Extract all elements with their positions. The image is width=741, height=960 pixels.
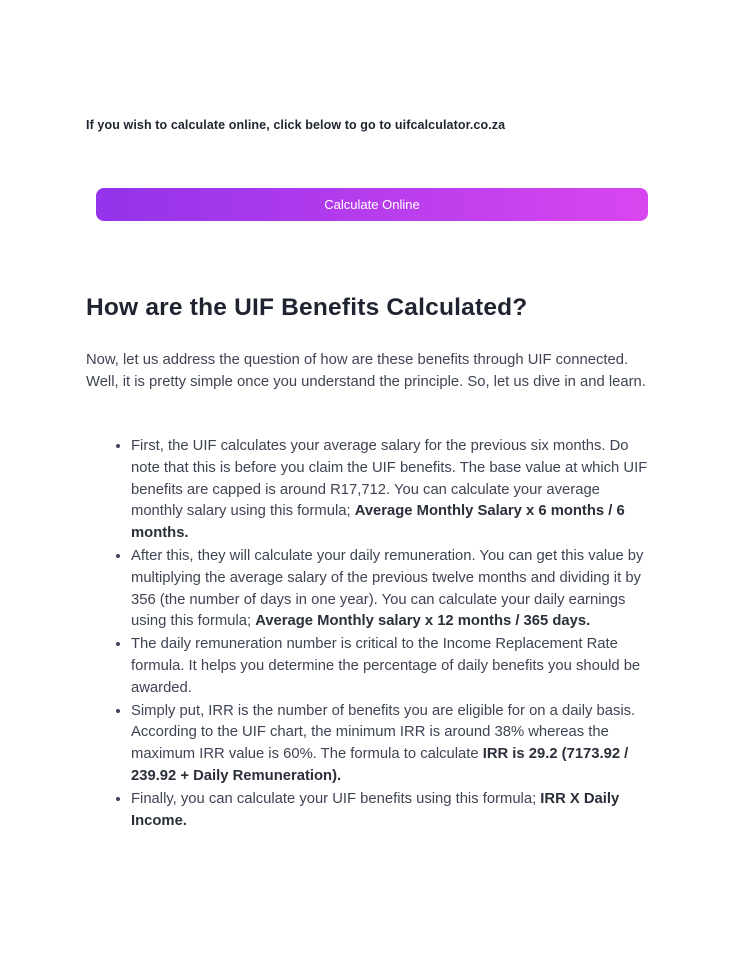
calculate-online-button[interactable]: Calculate Online [96,188,648,221]
section-paragraph: Now, let us address the question of how are these benefits through UIF connected. Well, it is pretty simple once you understand the principle. So, let us dive in and learn. [86,352,646,390]
text-segment: Simply put, IRR is the number of benefits you are eligible for on a daily basis. According to the UIF chart, the minimum IRR is around 38% whereas the maximum IRR value is 60%. The formula to calculate [131,702,636,763]
list-item [131,545,648,633]
text-segment: First, the UIF calculates your average salary for the previous six months. Do note that this is before you claim the UIF benefits. The base value at which UIF benefits are capped is around R17,712. You can calculate your average monthly salary using this formula; [131,438,648,520]
list-item [131,700,648,788]
text-segment: The daily remuneration number is critical to the Income Replacement Rate formula. It helps you determine the percentage of daily benefits you should be awarded. [131,636,641,696]
text-segment: IRR X Daily Income. [131,790,620,829]
text-segment: After this, they will calculate your daily remuneration. You can get this value by multiplying the average salary of the previous twelve months and dividing it by 356 (the number of days in one year). You can calculate your daily earnings using this formula; [131,547,644,630]
section-heading: How are the UIF Benefits Calculated? [86,294,528,321]
text-segment: IRR is 29.2 (7173.92 / 239.92 + Daily Remuneration). [131,746,629,784]
benefits-list [86,435,648,832]
text-segment: Finally, you can calculate your UIF benefits using this formula; [131,790,541,807]
text-segment: Average Monthly Salary x 6 months / 6 months. [131,503,625,542]
list-item [131,633,648,699]
intro-note: If you wish to calculate online, click below to go to uifcalculator.co.za [86,118,506,132]
list-item [131,788,648,833]
list-item [131,435,648,545]
text-segment: Average Monthly salary x 12 months / 365 days. [255,613,591,630]
button-row [86,188,648,221]
